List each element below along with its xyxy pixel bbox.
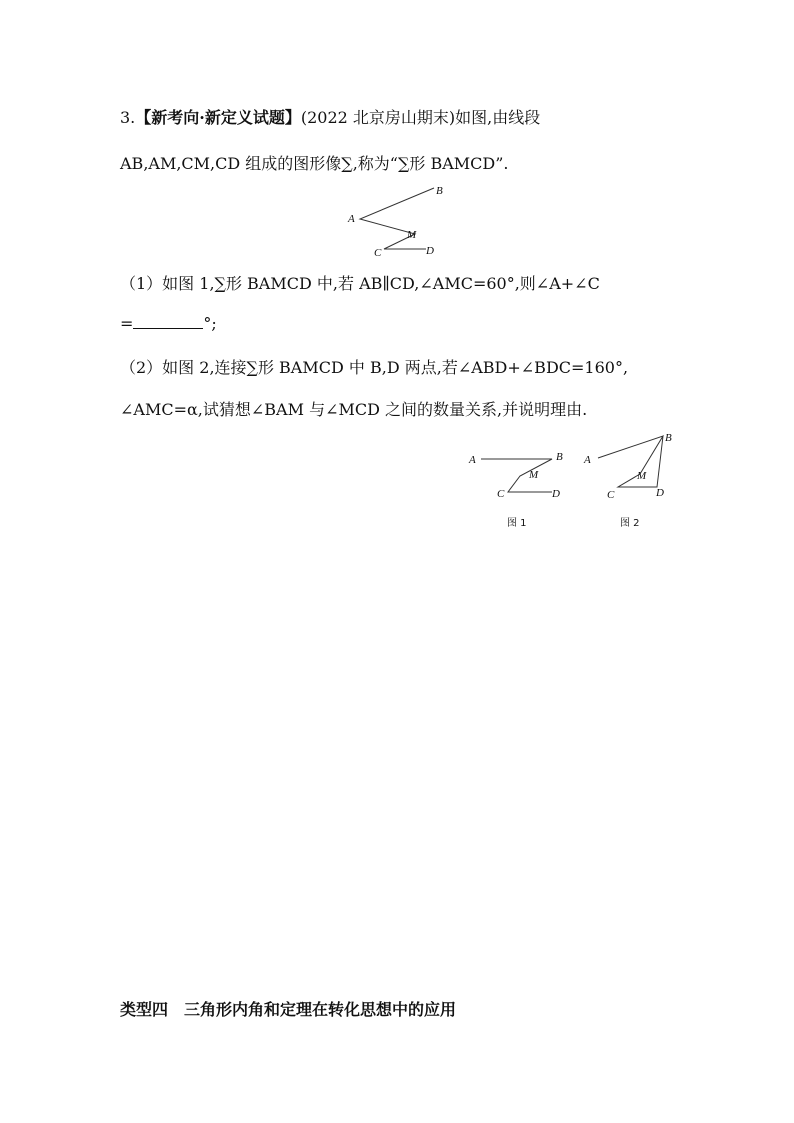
part1-equals: = (120, 314, 134, 333)
label-C: C (607, 489, 615, 501)
problem-line-1 (120, 108, 540, 128)
problem-number: 3. (120, 108, 136, 127)
label-M: M (637, 470, 647, 482)
figure-1-caption: 图 1 (507, 518, 527, 529)
label-D: D (426, 245, 434, 257)
label-A: A (348, 213, 355, 225)
part1-line-2 (120, 314, 217, 334)
label-A: A (584, 454, 591, 466)
problem-tag: 【新考向·新定义试题】 (135, 108, 301, 127)
part1-line-1: （1）如图 1,∑形 BAMCD 中,若 AB∥CD,∠AMC=60°,则∠A+∠C (120, 274, 600, 293)
label-B: B (665, 432, 672, 444)
label-D: D (552, 488, 560, 500)
section-heading: 类型四 三角形内角和定理在转化思想中的应用 (120, 1000, 457, 1019)
figure-2 (580, 428, 690, 538)
label-M: M (529, 469, 539, 481)
label-C: C (497, 488, 505, 500)
part1-degree: °; (203, 314, 217, 333)
figure-1 (465, 446, 575, 536)
sigma-figure-main (340, 182, 450, 262)
part2-line-2: ∠AMC=α,试猜想∠BAM 与∠MCD 之间的数量关系,并说明理由. (120, 400, 588, 419)
label-M: M (407, 229, 417, 241)
problem-line-2: AB,AM,CM,CD 组成的图形像∑,称为“∑形 BAMCD”. (120, 154, 509, 173)
part2-line-1: （2）如图 2,连接∑形 BAMCD 中 B,D 两点,若∠ABD+∠BDC=160°, (120, 358, 629, 377)
problem-source: (2022 北京房山期末)如图,由线段 (300, 108, 541, 127)
sigma-shape (360, 188, 434, 249)
label-B: B (436, 185, 443, 197)
label-B: B (556, 451, 563, 463)
answer-blank[interactable] (133, 314, 203, 329)
label-C: C (374, 247, 382, 259)
figure-1-shape (481, 459, 552, 492)
label-D: D (656, 487, 664, 499)
figure-2-caption: 图 2 (620, 518, 640, 529)
label-A: A (469, 454, 476, 466)
figure-2-shape (598, 436, 663, 487)
